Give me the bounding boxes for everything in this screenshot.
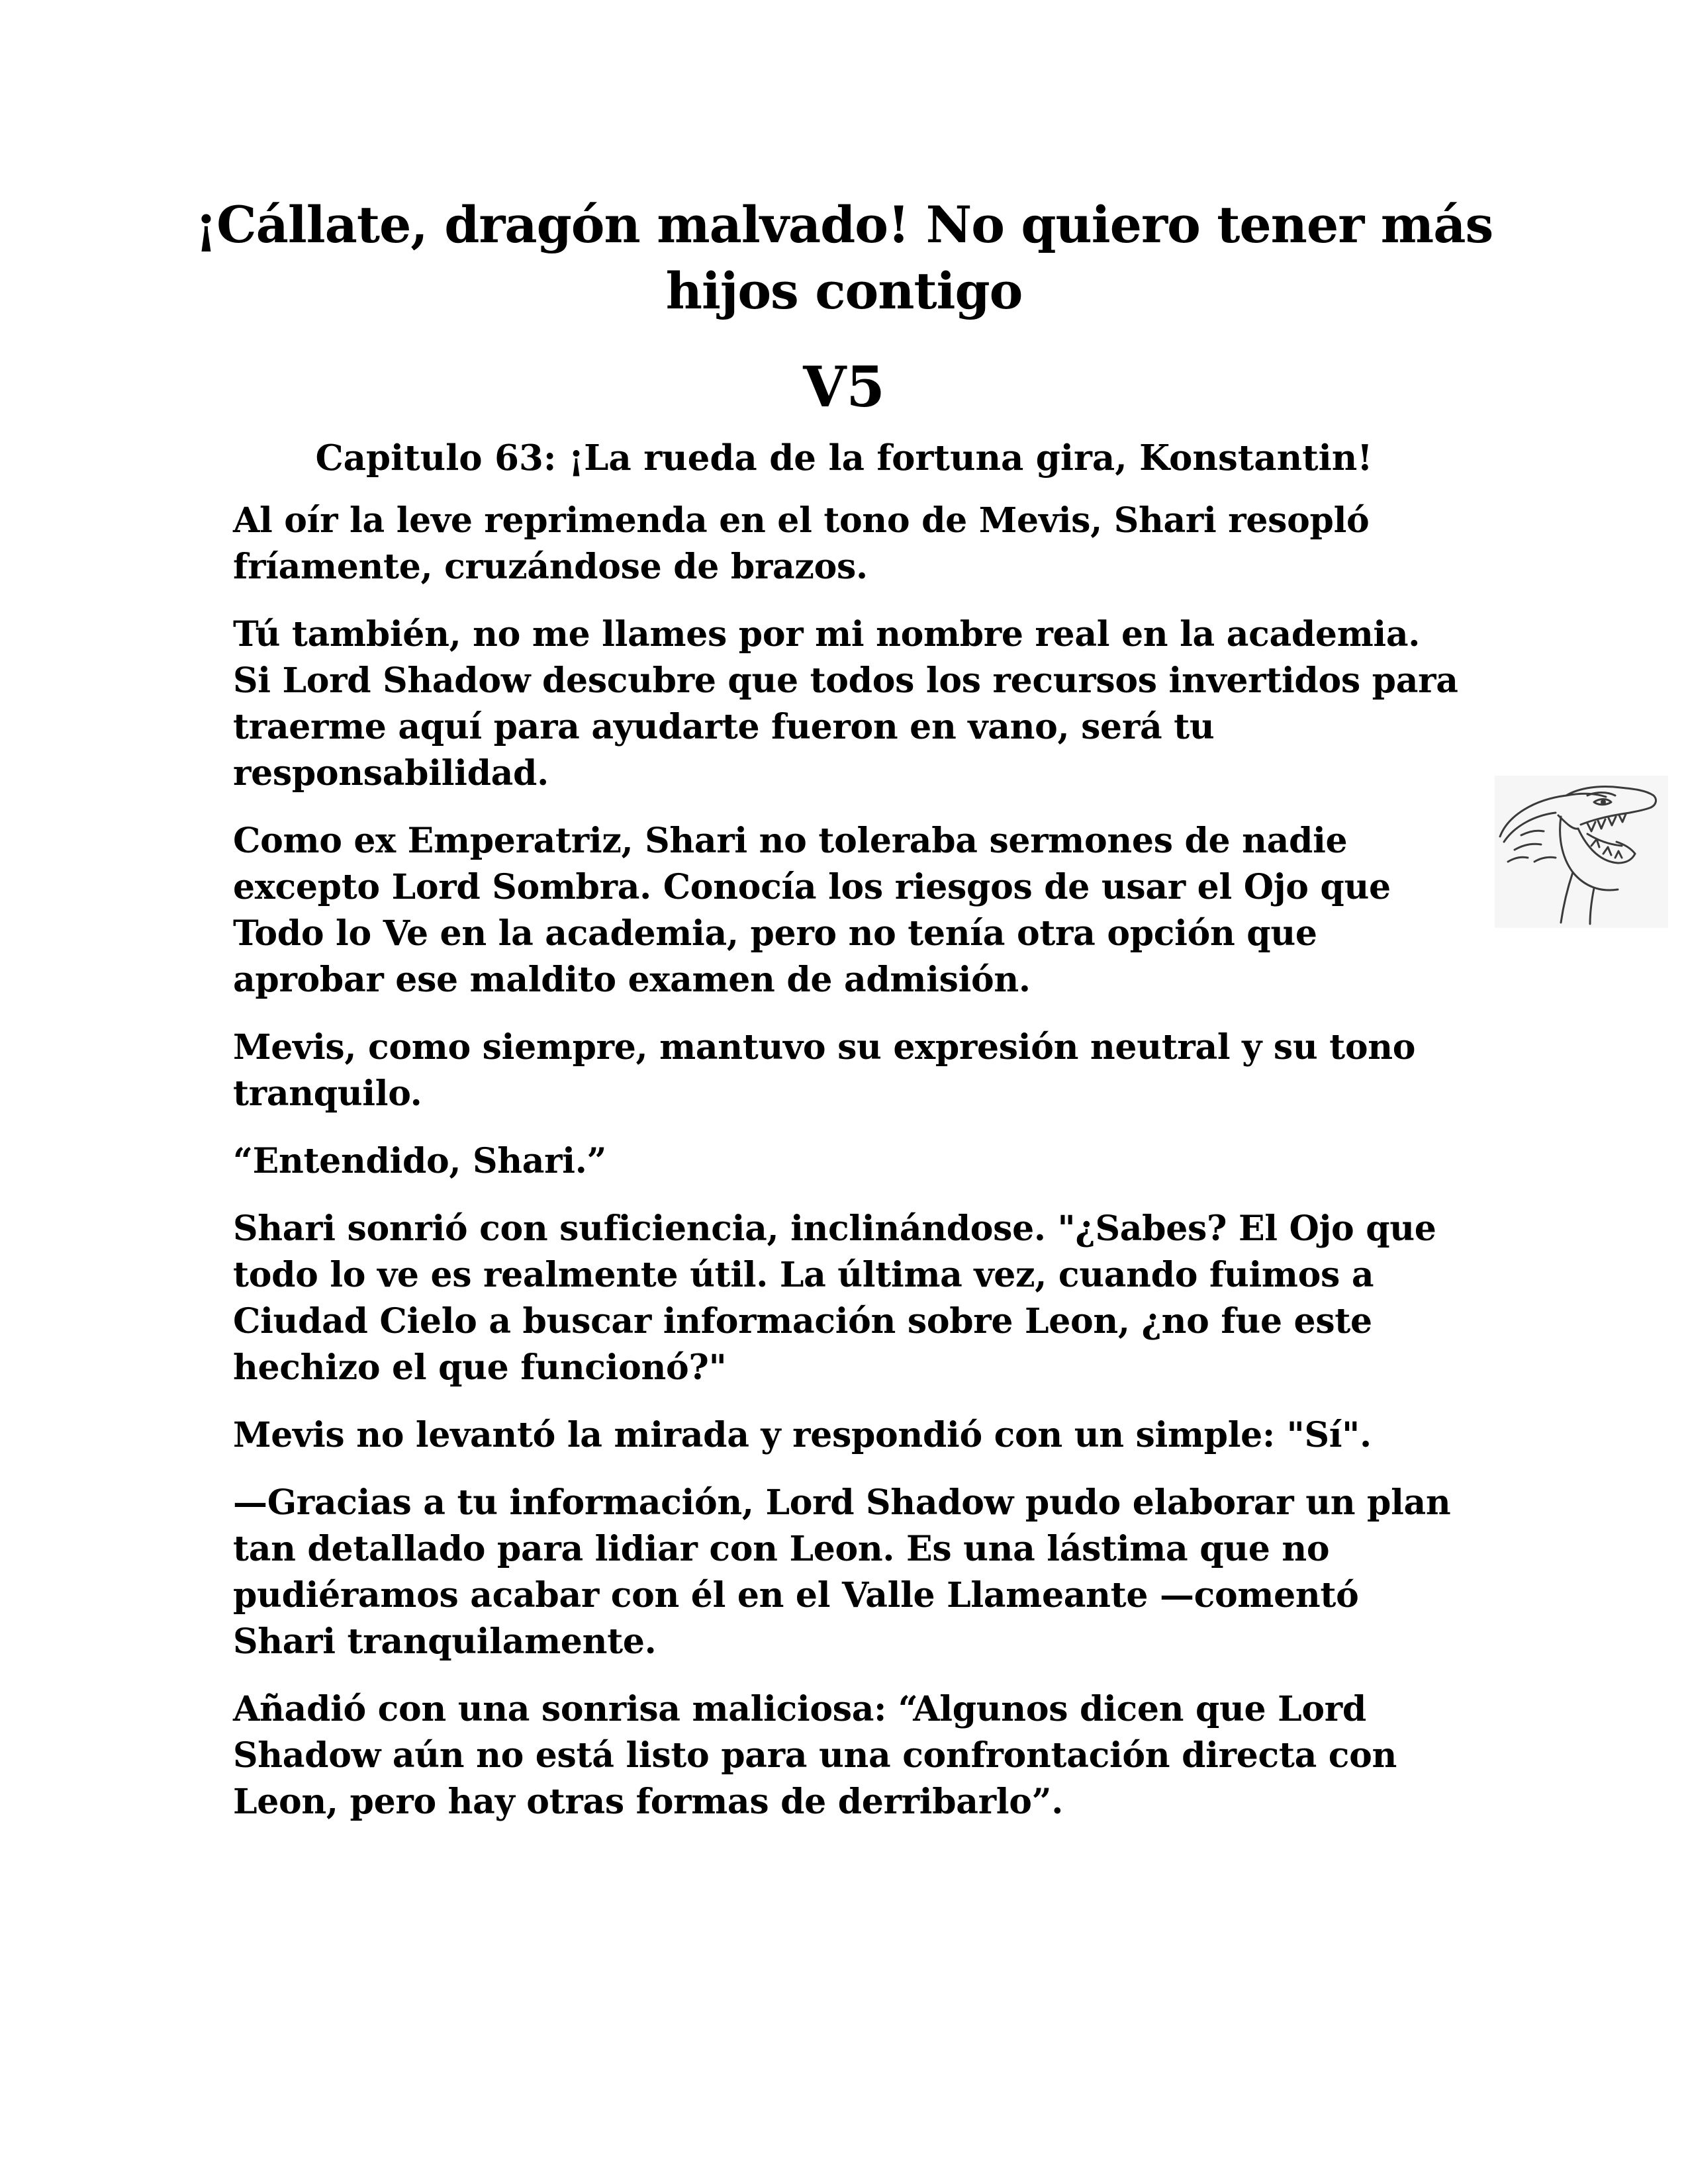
chapter-body (233, 498, 1464, 1846)
paragraph: Mevis no levantó la mirada y respondió con un simple: "Sí". (233, 1415, 1372, 1455)
paragraph: Mevis, como siempre, mantuvo su expresión neutral y su tono tranquilo. (233, 1027, 1416, 1114)
paragraph: Shari sonrió con suficiencia, inclinándose. "¿Sabes? El Ojo que todo lo ve es realmente útil. La última vez, cuando fuimos a Ciudad Cielo a buscar información sobre Leon, ¿no fue este hechizo el que funcionó?" (233, 1208, 1436, 1388)
chapter-heading: Capitulo 63: ¡La rueda de la fortuna gira, Konstantin! (315, 437, 1373, 478)
paragraph: Tú también, no me llames por mi nombre real en la academia. Si Lord Shadow descubre que todos los recursos invertidos para traerme aquí para ayudarte fueron en vano, será tu responsabilidad. (233, 614, 1458, 794)
dragon-head-icon (1495, 776, 1668, 928)
paragraph: Al oír la leve reprimenda en el tono de Mevis, Shari resopló fríamente, cruzándose de brazos. (233, 500, 1370, 587)
paragraph: “Entendido, Shari.” (233, 1141, 607, 1181)
paragraph: Como ex Emperatriz, Shari no toleraba sermones de nadie excepto Lord Sombra. Conocía los riesgos de usar el Ojo que Todo lo Ve en la academia, pero no tenía otra opción que aprobar ese maldito examen de admisión. (233, 821, 1391, 1000)
volume-label: V5 (803, 354, 885, 420)
paragraph: —Gracias a tu información, Lord Shadow pudo elaborar un plan tan detallado para lidiar con Leon. Es una lástima que no pudiéramos acabar con él en el Valle Llameante —comentó Shari tranquilamente. (233, 1482, 1451, 1662)
paragraph: Añadió con una sonrisa maliciosa: “Algunos dicen que Lord Shadow aún no está listo para una confrontación directa con Leon, pero hay otras formas de derribarlo”. (233, 1689, 1397, 1822)
book-title: ¡Cállate, dragón malvado! No quiero tener más hijos contigo (195, 195, 1493, 320)
